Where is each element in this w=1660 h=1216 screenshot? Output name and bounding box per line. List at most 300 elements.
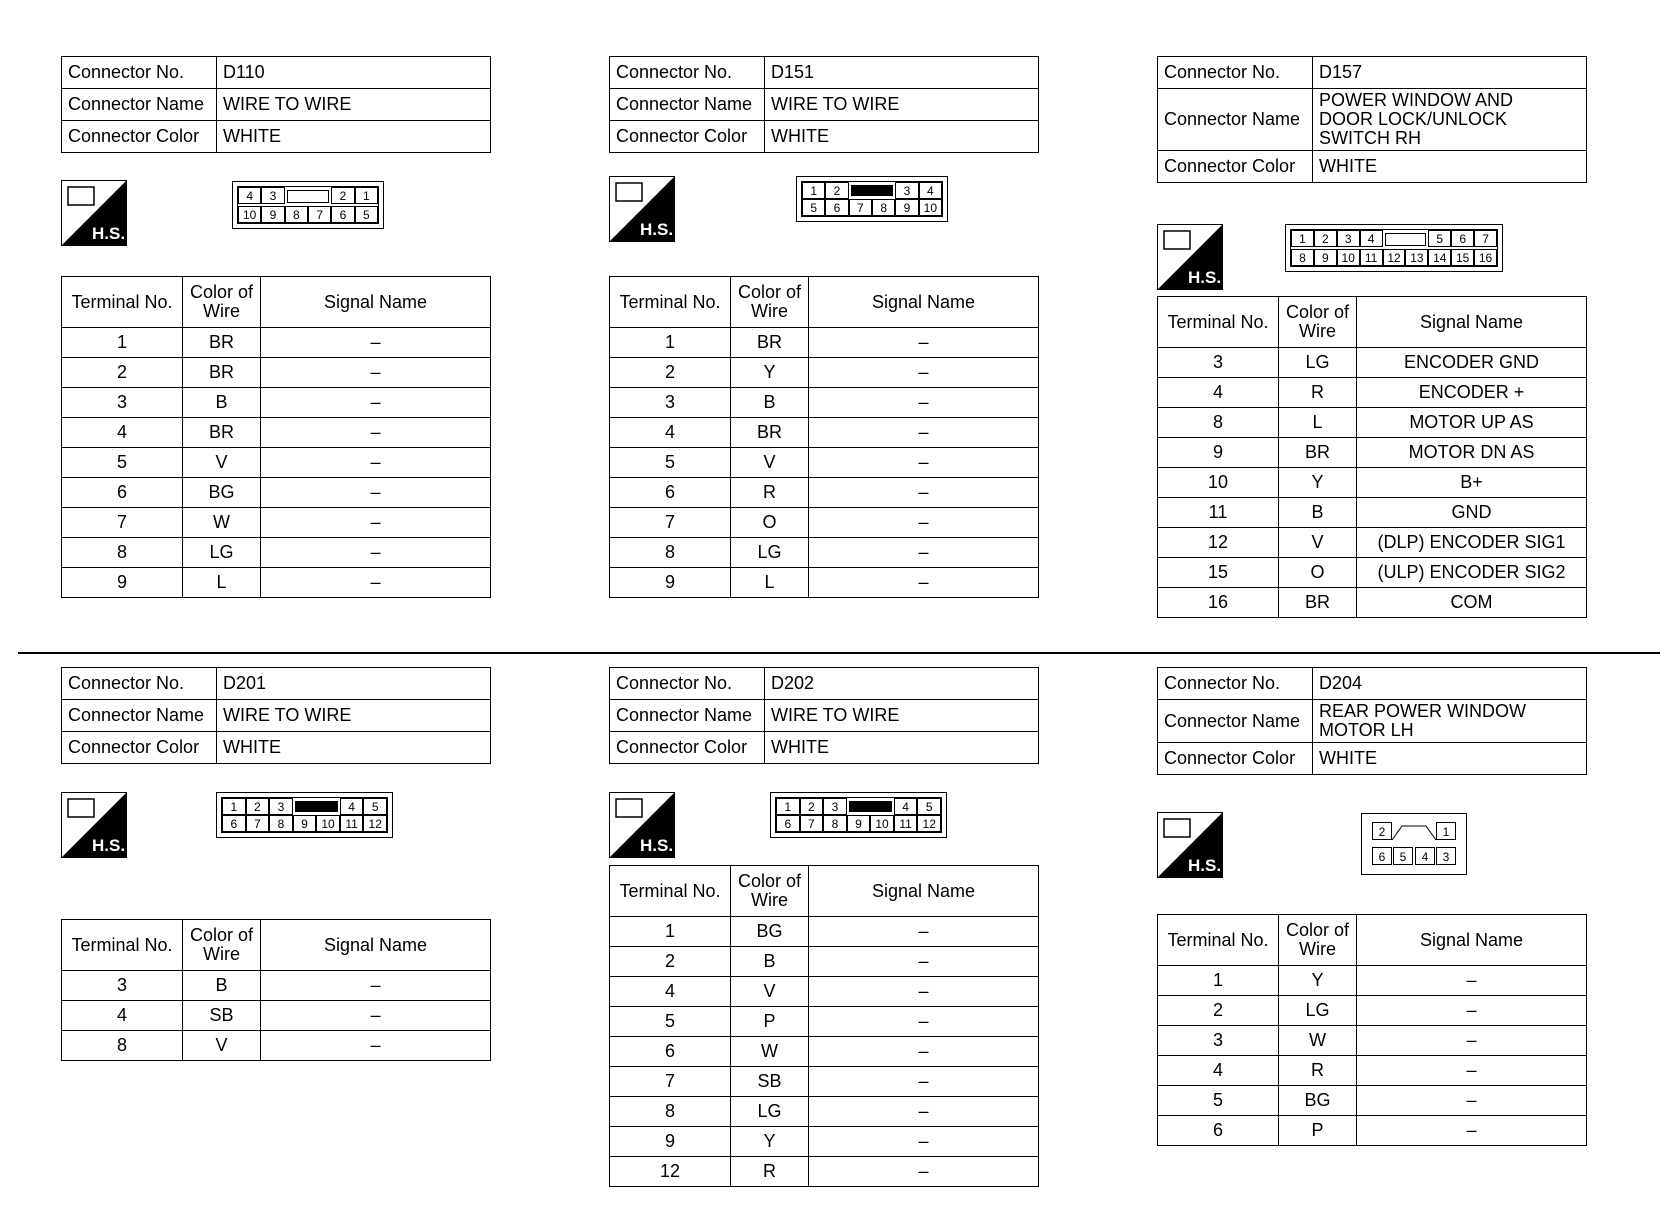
table-row: [610, 388, 1039, 418]
pin-cell: 9: [1314, 249, 1337, 266]
terminal-no-cell: 4: [1158, 1056, 1279, 1086]
connector-color-label: Connector Color: [1158, 151, 1313, 183]
connector-name-label: Connector Name: [62, 89, 217, 121]
pin-cell: 3: [269, 798, 293, 815]
hs-icon: [1157, 812, 1223, 878]
terminal-no-cell: 2: [610, 947, 731, 977]
connector-color-label: Connector Color: [610, 121, 765, 153]
wire-color-cell: BG: [1279, 1086, 1357, 1116]
terminal-table-d157: [1157, 296, 1587, 618]
wire-color-cell: L: [1279, 408, 1357, 438]
table-row: [62, 328, 491, 358]
pin-cell: 6: [1372, 847, 1392, 865]
table-row: [610, 1097, 1039, 1127]
pin-cell: 8: [285, 206, 308, 223]
table-row: [610, 1037, 1039, 1067]
signal-name-cell: –: [261, 1031, 491, 1061]
connector-face-d151: [796, 176, 948, 222]
terminal-no-cell: 4: [610, 977, 731, 1007]
pin-cell: 6: [776, 815, 800, 832]
color-of-wire-header: [1279, 915, 1357, 966]
signal-name-cell: –: [809, 328, 1039, 358]
terminal-no-cell: 7: [62, 508, 183, 538]
pin-cell: 10: [870, 815, 894, 832]
terminal-no-cell: 11: [1158, 498, 1279, 528]
table-row: [1158, 438, 1587, 468]
wire-color-cell: B: [731, 388, 809, 418]
pin-cell: 3: [895, 182, 918, 199]
connector-name-label: Connector Name: [610, 89, 765, 121]
terminal-no-cell: 1: [610, 328, 731, 358]
pin-cell: 6: [825, 199, 848, 216]
table-row: [1158, 1026, 1587, 1056]
connector-no-label: Connector No.: [1158, 668, 1313, 700]
connector-face-d204: [1361, 813, 1467, 875]
wire-color-cell: W: [731, 1037, 809, 1067]
signal-name-cell: –: [809, 1067, 1039, 1097]
hs-icon: [61, 180, 127, 246]
terminal-table: [1157, 914, 1587, 1146]
pin-cell: 8: [1291, 249, 1314, 266]
pin-cell: 10: [238, 206, 261, 223]
connector-no-value: D110: [217, 57, 491, 89]
signal-name-header: Signal Name: [261, 277, 491, 328]
signal-name-cell: –: [809, 448, 1039, 478]
connector-name-line: DOOR LOCK/UNLOCK: [1319, 109, 1508, 129]
color-of-wire-line1: Color of: [189, 282, 254, 302]
color-of-wire-header: [183, 277, 261, 328]
terminal-no-cell: 16: [1158, 588, 1279, 618]
table-row: [62, 1001, 491, 1031]
color-of-wire-line2: Wire: [751, 301, 788, 321]
signal-name-cell: –: [809, 478, 1039, 508]
connector-color-value: WHITE: [1313, 151, 1587, 183]
connector-info-table: [1157, 56, 1587, 183]
pin-cell: 7: [246, 815, 270, 832]
terminal-no-cell: 6: [610, 1037, 731, 1067]
connector-d151: [609, 56, 1039, 153]
table-row: [1158, 966, 1587, 996]
signal-name-cell: –: [261, 478, 491, 508]
table-row: [1158, 498, 1587, 528]
signal-name-cell: –: [261, 538, 491, 568]
connector-face-d110: [232, 181, 384, 229]
terminal-no-cell: 9: [610, 568, 731, 598]
wire-color-cell: B: [183, 971, 261, 1001]
keyway-slot: [847, 798, 894, 815]
signal-name-cell: –: [261, 568, 491, 598]
signal-name-cell: –: [261, 508, 491, 538]
wire-color-cell: BR: [731, 328, 809, 358]
terminal-no-cell: 9: [62, 568, 183, 598]
wire-color-cell: R: [731, 1157, 809, 1187]
table-row: [62, 358, 491, 388]
terminal-table: [61, 276, 491, 598]
terminal-no-cell: 5: [62, 448, 183, 478]
hs-icon: [1157, 224, 1223, 290]
table-row: [62, 568, 491, 598]
signal-name-cell: –: [809, 418, 1039, 448]
pin-cell: 7: [800, 815, 824, 832]
terminal-no-cell: 8: [62, 1031, 183, 1061]
terminal-no-cell: 10: [1158, 468, 1279, 498]
connector-name-line: SWITCH RH: [1319, 128, 1421, 148]
pin-cell: 4: [894, 798, 918, 815]
connector-name-value: [1313, 89, 1587, 151]
table-row: [1158, 1086, 1587, 1116]
wire-color-cell: LG: [183, 538, 261, 568]
table-row: [1158, 348, 1587, 378]
pin-cell: 3: [1436, 847, 1456, 865]
hs-icon: [61, 792, 127, 858]
wire-color-cell: BG: [183, 478, 261, 508]
signal-name-cell: –: [261, 388, 491, 418]
pin-cell: 4: [238, 187, 261, 204]
wire-color-cell: O: [731, 508, 809, 538]
connector-no-label: Connector No.: [610, 57, 765, 89]
terminal-no-header: Terminal No.: [1158, 297, 1279, 348]
table-row: [610, 508, 1039, 538]
wire-color-cell: V: [183, 1031, 261, 1061]
wire-color-cell: L: [183, 568, 261, 598]
pin-cell: 2: [825, 182, 848, 199]
wire-color-cell: BG: [731, 917, 809, 947]
terminal-no-cell: 5: [610, 448, 731, 478]
wire-color-cell: V: [1279, 528, 1357, 558]
connector-color-value: WHITE: [1313, 743, 1587, 775]
signal-name-cell: –: [809, 1097, 1039, 1127]
color-of-wire-line1: Color of: [1285, 302, 1350, 322]
terminal-no-cell: 12: [1158, 528, 1279, 558]
pin-cell: 3: [261, 187, 284, 204]
connector-no-label: Connector No.: [1158, 57, 1313, 89]
connector-info-table: [61, 667, 491, 764]
wire-color-cell: R: [1279, 378, 1357, 408]
terminal-table-d151: [609, 276, 1039, 598]
wire-color-cell: LG: [1279, 348, 1357, 378]
color-of-wire-line2: Wire: [1299, 939, 1336, 959]
wire-color-cell: W: [1279, 1026, 1357, 1056]
signal-name-header: Signal Name: [809, 866, 1039, 917]
table-row: [1158, 468, 1587, 498]
terminal-table-d201: [61, 919, 491, 1061]
signal-name-cell: –: [1357, 1056, 1587, 1086]
signal-name-cell: –: [261, 448, 491, 478]
wire-color-cell: V: [731, 977, 809, 1007]
signal-name-cell: –: [1357, 1026, 1587, 1056]
connector-no-value: D202: [765, 668, 1039, 700]
pin-cell: 4: [1360, 230, 1383, 247]
table-row: [610, 328, 1039, 358]
pin-cell: 5: [1393, 847, 1413, 865]
signal-name-cell: GND: [1357, 498, 1587, 528]
terminal-no-cell: 2: [62, 358, 183, 388]
terminal-no-cell: 6: [1158, 1116, 1279, 1146]
table-row: [1158, 528, 1587, 558]
pin-cell: 10: [316, 815, 340, 832]
table-row: [610, 478, 1039, 508]
color-of-wire-line1: Color of: [737, 282, 802, 302]
connector-name-label: Connector Name: [1158, 89, 1313, 151]
table-row: [1158, 408, 1587, 438]
pin-cell: 5: [355, 206, 378, 223]
pin-cell: 9: [293, 815, 317, 832]
pin-cell: 9: [895, 199, 918, 216]
connector-no-value: D157: [1313, 57, 1587, 89]
terminal-table: [61, 919, 491, 1061]
signal-name-cell: (DLP) ENCODER SIG1: [1357, 528, 1587, 558]
signal-name-cell: –: [809, 1157, 1039, 1187]
pin-cell: 4: [340, 798, 364, 815]
pin-cell: 5: [802, 199, 825, 216]
pin-cell: 1: [1291, 230, 1314, 247]
pin-cell: 11: [1360, 249, 1383, 266]
terminal-no-cell: 3: [62, 388, 183, 418]
terminal-no-cell: 4: [1158, 378, 1279, 408]
pin-cell: 1: [802, 182, 825, 199]
terminal-no-cell: 4: [610, 418, 731, 448]
pin-cell: 5: [1428, 230, 1451, 247]
signal-name-cell: –: [809, 388, 1039, 418]
terminal-no-cell: 4: [62, 1001, 183, 1031]
signal-name-header: Signal Name: [261, 920, 491, 971]
pin-cell: 8: [823, 815, 847, 832]
hs-label: H.S.: [1188, 856, 1222, 875]
signal-name-cell: –: [261, 1001, 491, 1031]
connector-face-d157: [1285, 224, 1503, 272]
terminal-no-cell: 3: [610, 388, 731, 418]
pin-cell: 2: [246, 798, 270, 815]
terminal-table: [609, 276, 1039, 598]
wire-color-cell: BR: [183, 358, 261, 388]
color-of-wire-header: [731, 277, 809, 328]
wire-color-cell: V: [731, 448, 809, 478]
connector-face-d201: [216, 792, 393, 838]
color-of-wire-header: [731, 866, 809, 917]
terminal-no-cell: 3: [1158, 348, 1279, 378]
color-of-wire-line2: Wire: [203, 944, 240, 964]
pin-cell: 10: [1337, 249, 1360, 266]
color-of-wire-line2: Wire: [751, 890, 788, 910]
table-row: [610, 418, 1039, 448]
terminal-no-cell: 8: [1158, 408, 1279, 438]
table-row: [62, 1031, 491, 1061]
pin-cell: 7: [849, 199, 872, 216]
color-of-wire-line1: Color of: [737, 871, 802, 891]
terminal-no-cell: 5: [1158, 1086, 1279, 1116]
connector-name-line: REAR POWER WINDOW: [1319, 701, 1526, 721]
terminal-table-d204: [1157, 914, 1587, 1146]
table-row: [610, 448, 1039, 478]
signal-name-cell: (ULP) ENCODER SIG2: [1357, 558, 1587, 588]
wire-color-cell: Y: [731, 358, 809, 388]
pin-cell: 3: [1337, 230, 1360, 247]
pin-cell: 7: [308, 206, 331, 223]
signal-name-cell: –: [809, 917, 1039, 947]
table-row: [610, 1157, 1039, 1187]
signal-name-cell: –: [261, 328, 491, 358]
connector-color-label: Connector Color: [62, 121, 217, 153]
color-of-wire-line2: Wire: [1299, 321, 1336, 341]
wire-color-cell: R: [1279, 1056, 1357, 1086]
signal-name-cell: COM: [1357, 588, 1587, 618]
terminal-no-cell: 9: [610, 1127, 731, 1157]
pin-cell: 2: [1314, 230, 1337, 247]
terminal-table-d202: [609, 865, 1039, 1187]
table-row: [1158, 378, 1587, 408]
terminal-no-header: Terminal No.: [62, 920, 183, 971]
pin-cell: 6: [222, 815, 246, 832]
hs-icon: [609, 792, 675, 858]
connector-name-value: [1313, 700, 1587, 743]
table-row: [1158, 996, 1587, 1026]
table-row: [610, 947, 1039, 977]
terminal-no-cell: 6: [62, 478, 183, 508]
table-row: [610, 568, 1039, 598]
connector-no-label: Connector No.: [62, 57, 217, 89]
terminal-no-cell: 8: [610, 538, 731, 568]
signal-name-cell: B+: [1357, 468, 1587, 498]
connector-no-value: D151: [765, 57, 1039, 89]
pin-cell: 4: [919, 182, 942, 199]
connector-color-label: Connector Color: [610, 732, 765, 764]
table-row: [610, 977, 1039, 1007]
table-row: [610, 1007, 1039, 1037]
wire-color-cell: L: [731, 568, 809, 598]
pin-cell: 8: [269, 815, 293, 832]
signal-name-cell: MOTOR UP AS: [1357, 408, 1587, 438]
signal-name-cell: –: [1357, 1086, 1587, 1116]
connector-name-value: WIRE TO WIRE: [765, 700, 1039, 732]
table-row: [1158, 588, 1587, 618]
pin-cell: 5: [363, 798, 387, 815]
signal-name-cell: –: [809, 358, 1039, 388]
terminal-table: [609, 865, 1039, 1187]
color-of-wire-header: [183, 920, 261, 971]
signal-name-cell: –: [809, 977, 1039, 1007]
signal-name-cell: –: [809, 568, 1039, 598]
keyway-slot: [1383, 230, 1429, 249]
wire-color-cell: P: [1279, 1116, 1357, 1146]
terminal-no-cell: 7: [610, 1067, 731, 1097]
pin-cell: 15: [1451, 249, 1474, 266]
terminal-no-cell: 4: [62, 418, 183, 448]
wire-color-cell: SB: [731, 1067, 809, 1097]
signal-name-cell: –: [261, 358, 491, 388]
terminal-no-header: Terminal No.: [1158, 915, 1279, 966]
keyway-slot: [285, 187, 332, 206]
wire-color-cell: R: [731, 478, 809, 508]
pin-cell: 12: [917, 815, 941, 832]
section-divider: [18, 652, 1660, 654]
connector-name-value: WIRE TO WIRE: [217, 89, 491, 121]
connector-info-table: [61, 56, 491, 153]
connector-d202: [609, 667, 1039, 764]
pin-cell: 11: [340, 815, 364, 832]
wire-color-cell: Y: [1279, 468, 1357, 498]
signal-name-cell: –: [809, 1007, 1039, 1037]
terminal-table-d110: [61, 276, 491, 598]
connector-name-line: MOTOR LH: [1319, 720, 1414, 740]
wire-color-cell: P: [731, 1007, 809, 1037]
pin-cell: 9: [847, 815, 871, 832]
pin-cell: 10: [919, 199, 942, 216]
table-row: [62, 508, 491, 538]
connector-color-value: WHITE: [217, 121, 491, 153]
terminal-no-cell: 2: [1158, 996, 1279, 1026]
wire-color-cell: BR: [183, 328, 261, 358]
signal-name-header: Signal Name: [809, 277, 1039, 328]
connector-color-label: Connector Color: [62, 732, 217, 764]
connector-color-value: WHITE: [765, 732, 1039, 764]
hs-label: H.S.: [92, 224, 126, 243]
wire-color-cell: B: [183, 388, 261, 418]
wire-color-cell: V: [183, 448, 261, 478]
connector-face-d202: [770, 792, 947, 838]
color-of-wire-line1: Color of: [189, 925, 254, 945]
latch-shape: [1392, 824, 1436, 842]
terminal-no-cell: 6: [610, 478, 731, 508]
connector-name-value: WIRE TO WIRE: [217, 700, 491, 732]
connector-color-value: WHITE: [765, 121, 1039, 153]
hs-icon: [609, 176, 675, 242]
color-of-wire-line2: Wire: [203, 301, 240, 321]
terminal-no-cell: 1: [62, 328, 183, 358]
table-row: [610, 917, 1039, 947]
pin-cell: 7: [1474, 230, 1497, 247]
pin-cell: 6: [1451, 230, 1474, 247]
table-row: [610, 358, 1039, 388]
wire-color-cell: BR: [731, 418, 809, 448]
connector-name-label: Connector Name: [610, 700, 765, 732]
hs-label: H.S.: [640, 836, 674, 855]
wire-color-cell: BR: [1279, 588, 1357, 618]
terminal-no-cell: 12: [610, 1157, 731, 1187]
keyway-slot: [293, 798, 340, 815]
terminal-no-cell: 2: [610, 358, 731, 388]
table-row: [62, 418, 491, 448]
terminal-no-cell: 1: [610, 917, 731, 947]
terminal-no-cell: 3: [62, 971, 183, 1001]
wire-color-cell: LG: [731, 538, 809, 568]
connector-name-label: Connector Name: [62, 700, 217, 732]
connector-no-label: Connector No.: [610, 668, 765, 700]
terminal-no-cell: 1: [1158, 966, 1279, 996]
table-row: [62, 538, 491, 568]
keyway-slot: [849, 182, 896, 199]
signal-name-cell: ENCODER GND: [1357, 348, 1587, 378]
terminal-no-cell: 5: [610, 1007, 731, 1037]
table-row: [610, 538, 1039, 568]
connector-info-table: [1157, 667, 1587, 775]
wire-color-cell: B: [1279, 498, 1357, 528]
signal-name-header: Signal Name: [1357, 915, 1587, 966]
pin-cell: 2: [800, 798, 824, 815]
connector-info-table: [609, 667, 1039, 764]
pin-cell: 16: [1474, 249, 1497, 266]
pin-cell: 1: [1436, 822, 1456, 840]
wire-color-cell: O: [1279, 558, 1357, 588]
connector-color-label: Connector Color: [1158, 743, 1313, 775]
terminal-no-cell: 3: [1158, 1026, 1279, 1056]
pin-cell: 6: [331, 206, 354, 223]
pin-cell: 4: [1415, 847, 1435, 865]
signal-name-cell: –: [809, 1037, 1039, 1067]
signal-name-cell: –: [809, 1127, 1039, 1157]
pin-cell: 12: [363, 815, 387, 832]
signal-name-cell: –: [261, 418, 491, 448]
pin-cell: 5: [917, 798, 941, 815]
